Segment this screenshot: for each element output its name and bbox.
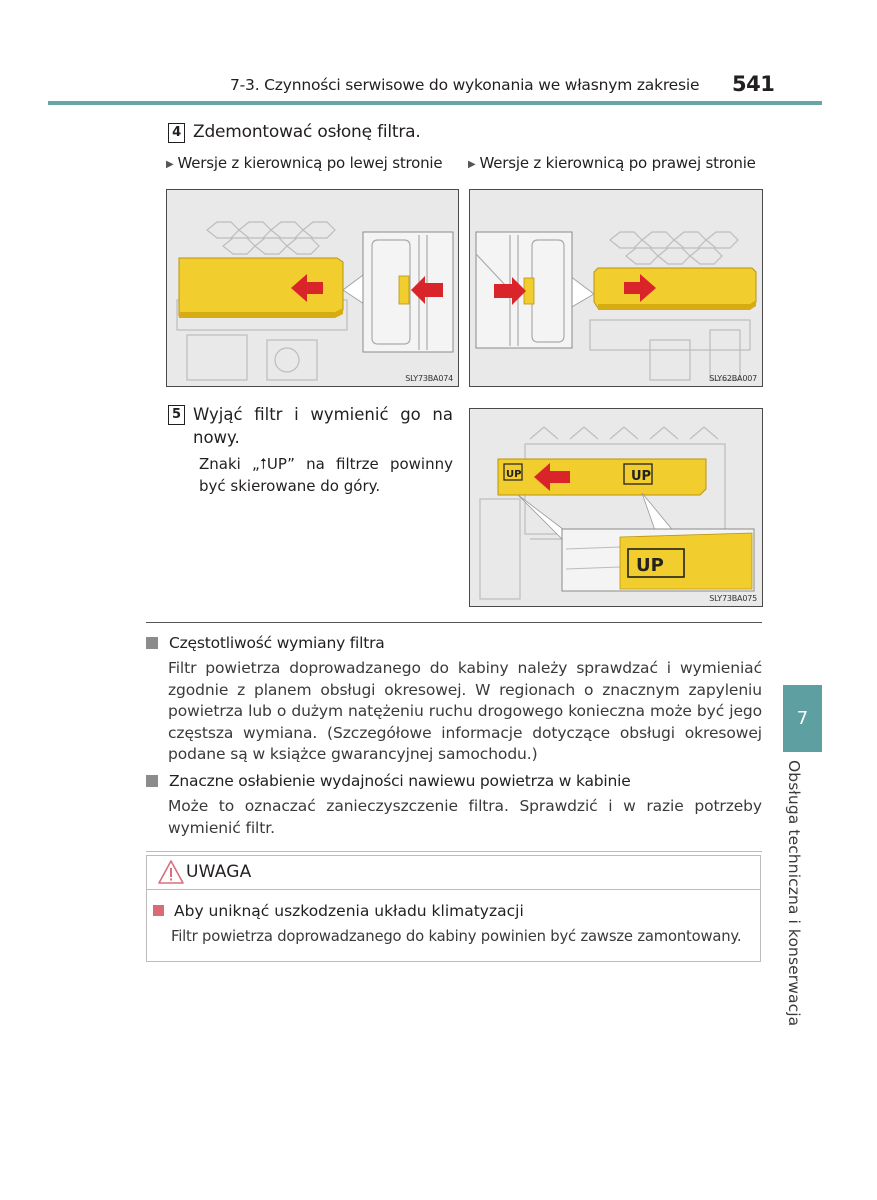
- step-number-badge: 5: [168, 405, 185, 425]
- step-note: Znaki „⭡UP” na filtrze powinny być skierowane do góry.: [199, 455, 453, 495]
- chapter-tab[interactable]: 7: [783, 685, 822, 752]
- section-heading: Częstotliwość wymiany filtra: [146, 634, 762, 652]
- illustration-filter-cover-right: [470, 190, 762, 386]
- square-bullet-icon: [146, 637, 158, 649]
- section-airflow-reduced: [146, 772, 762, 839]
- section-title: 7-3. Czynności serwisowe do wykonania we własnym zakresie: [230, 76, 700, 94]
- page-number: 541: [732, 72, 775, 96]
- section-filter-frequency: [146, 634, 762, 766]
- svg-text:UP: UP: [506, 469, 522, 480]
- figure-code: SLY73BA075: [709, 594, 757, 603]
- figure-replace-filter: [469, 408, 763, 607]
- header-rule: [48, 101, 822, 105]
- chapter-title-vertical: Obsługa techniczna i konserwacja: [785, 760, 803, 1027]
- figure-code: SLY73BA074: [405, 374, 453, 383]
- figure-code: SLY62BA007: [709, 374, 757, 383]
- variant-text: Wersje z kierownicą po prawej stronie: [479, 154, 756, 172]
- step-5: [168, 403, 453, 497]
- section-heading: Znaczne osłabienie wydajności nawiewu powietrza w kabinie: [146, 772, 762, 790]
- section-body: Może to oznaczać zanieczyszczenie filtra. Sprawdzić i w razie potrzeby wymienić filtr.: [168, 797, 762, 837]
- section-divider: [146, 622, 762, 623]
- step-4: [168, 122, 421, 143]
- figure-rhd-remove-cover: [469, 189, 763, 387]
- svg-text:UP: UP: [631, 469, 652, 484]
- warning-box: [146, 855, 761, 962]
- warning-title: UWAGA: [186, 862, 252, 882]
- svg-text:UP: UP: [636, 555, 664, 576]
- triangle-marker-icon: ▶: [166, 159, 174, 170]
- warning-header: [147, 856, 760, 890]
- variant-label-lhd: [166, 154, 442, 172]
- step-text: Zdemontować osłonę filtra.: [193, 122, 421, 142]
- square-bullet-icon: [146, 775, 158, 787]
- triangle-marker-icon: ▶: [468, 159, 476, 170]
- figure-lhd-remove-cover: [166, 189, 459, 387]
- section-divider: [146, 851, 762, 852]
- square-bullet-icon: [153, 905, 164, 916]
- variant-text: Wersje z kierownicą po lewej stronie: [177, 154, 443, 172]
- warning-body: Filtr powietrza doprowadzanego do kabiny powinien być zawsze zamontowany.: [171, 928, 742, 945]
- illustration-filter-up-mark: [470, 409, 762, 606]
- warning-triangle-icon: [157, 859, 185, 885]
- warning-subheading: Aby uniknąć uszkodzenia układu klimatyzacji: [153, 902, 524, 920]
- variant-label-rhd: [468, 154, 756, 172]
- step-number-badge: 4: [168, 123, 185, 143]
- step-text: Wyjąć filtr i wymienić go na nowy.: [193, 405, 453, 447]
- illustration-filter-cover-left: [167, 190, 458, 386]
- section-body: Filtr powietrza doprowadzanego do kabiny należy sprawdzać i wymieniać zgodnie z planem obsługi okresowej. W regionach o znacznym zapyleniu powietrza lub o dużym natężeniu ruchu drogowego konieczna może być jego częstsza wymiana. (Szczegółowe informacje dotyczące obsługi okresowej podane są w książce gwarancyjnej samochodu.): [168, 659, 762, 763]
